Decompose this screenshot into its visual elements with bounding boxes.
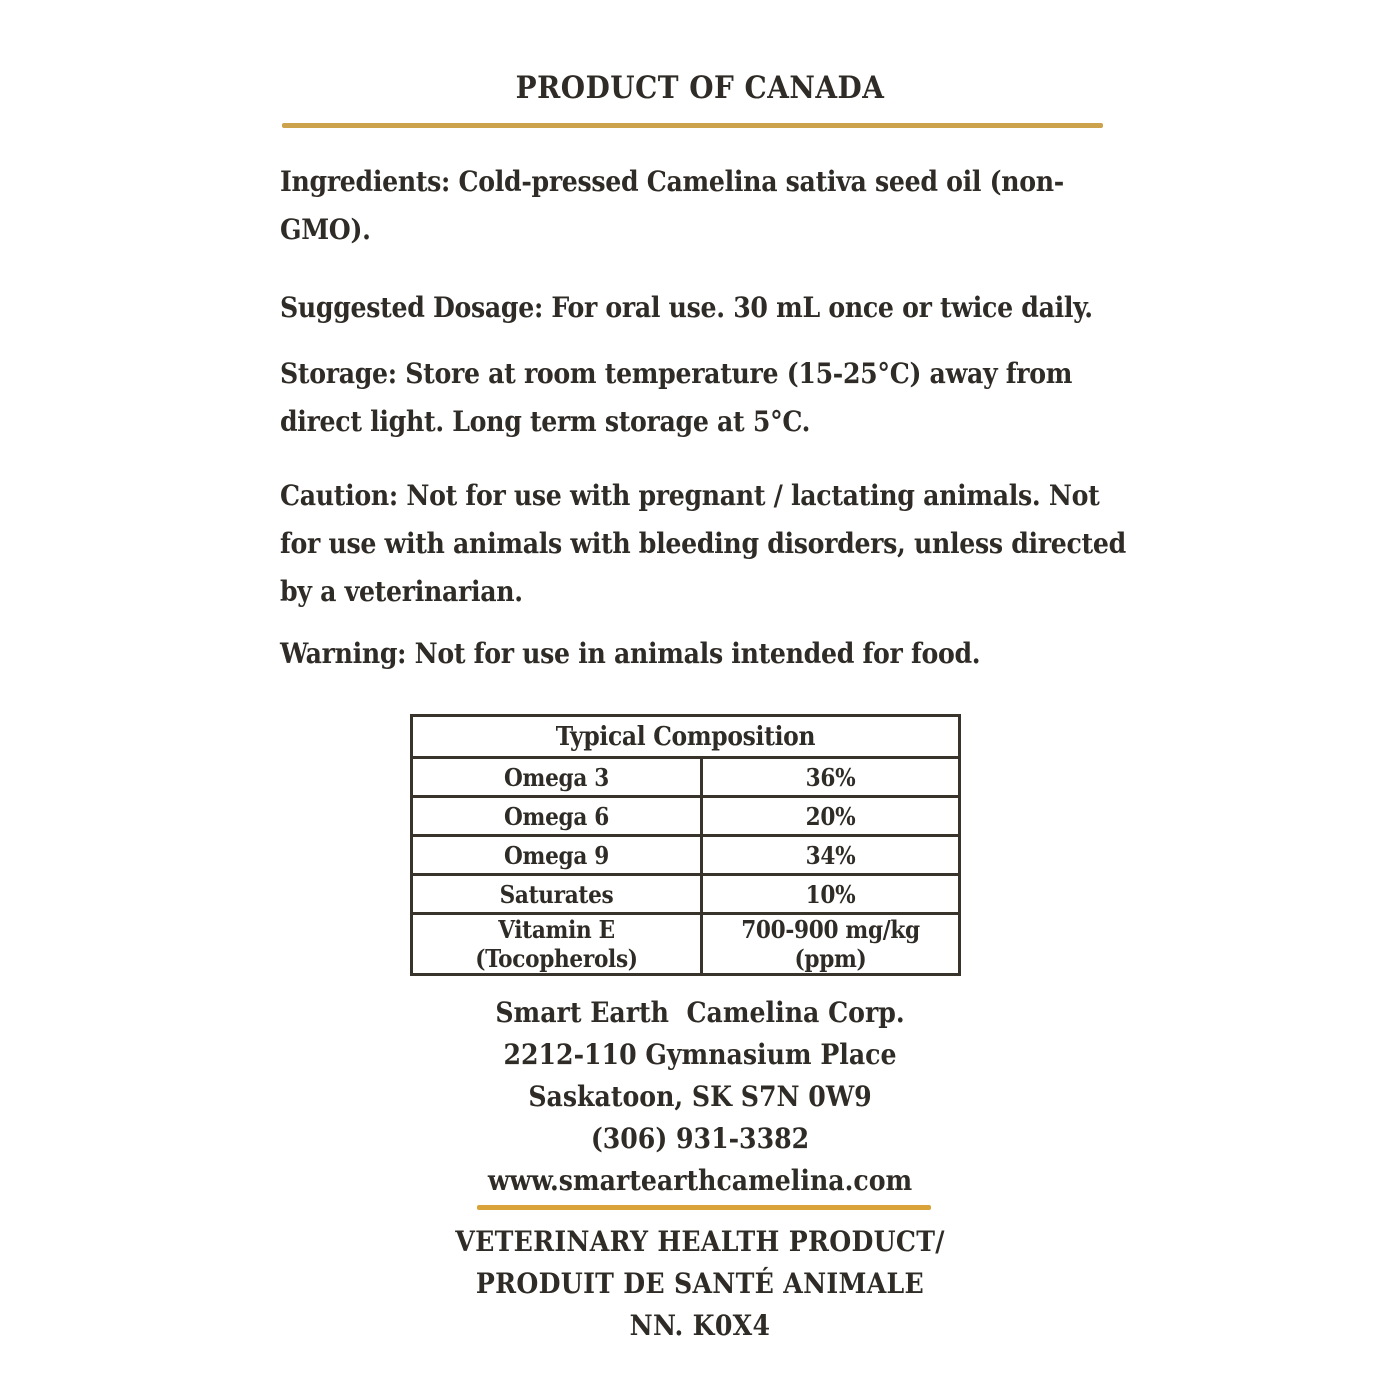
nutrient-name: Saturates [412, 875, 702, 914]
company-name: Smart Earth Camelina Corp. [495, 996, 905, 1029]
composition-table [410, 714, 961, 976]
vhp-number: NN. K0X4 [629, 1309, 771, 1342]
company-info [0, 992, 1400, 1202]
nutrient-value: 20% [702, 797, 960, 836]
paragraph-storage: Storage: Store at room temperature (15-25°C) away from direct light. Long term storage at 5°C. [280, 357, 1073, 438]
company-city: Saskatoon, SK S7N 0W9 [528, 1080, 872, 1113]
company-phone: (306) 931-3382 [590, 1122, 810, 1155]
nutrient-value: 10% [702, 875, 960, 914]
vhp-line-en: VETERINARY HEALTH PRODUCT/ [455, 1225, 945, 1258]
nutrient-name: Omega 6 [412, 797, 702, 836]
company-website: www.smartearthcamelina.com [487, 1164, 913, 1197]
company-street: 2212-110 Gymnasium Place [503, 1038, 897, 1071]
table-row [412, 797, 960, 836]
paragraph-ingredients: Ingredients: Cold-pressed Camelina sativa seed oil (non-GMO). [280, 165, 1064, 246]
vhp-line-fr: PRODUIT DE SANTÉ ANIMALE [475, 1267, 925, 1300]
table-row [412, 914, 960, 975]
table-header-row [412, 716, 960, 758]
nutrient-name: Omega 3 [412, 758, 702, 797]
gold-divider-bottom [477, 1205, 931, 1210]
nutrient-value: 700-900 mg/kg (ppm) [702, 914, 960, 975]
paragraph-dosage: Suggested Dosage: For oral use. 30 mL once or twice daily. [280, 291, 1093, 324]
gold-divider-top [282, 123, 1103, 128]
nutrient-value: 36% [702, 758, 960, 797]
table-row [412, 758, 960, 797]
table-row [412, 836, 960, 875]
table-row [412, 875, 960, 914]
table-header: Typical Composition [412, 716, 960, 758]
nutrient-name: Vitamin E (Tocopherols) [412, 914, 702, 975]
page-title: PRODUCT OF CANADA [515, 70, 885, 106]
nutrient-value: 34% [702, 836, 960, 875]
paragraph-warning: Warning: Not for use in animals intended for food. [280, 637, 981, 670]
nutrient-name: Omega 9 [412, 836, 702, 875]
paragraph-caution: Caution: Not for use with pregnant / lactating animals. Not for use with animals with bleeding disorders, unless directed by a veterinarian. [280, 479, 1126, 608]
regulatory-info [0, 1221, 1400, 1347]
